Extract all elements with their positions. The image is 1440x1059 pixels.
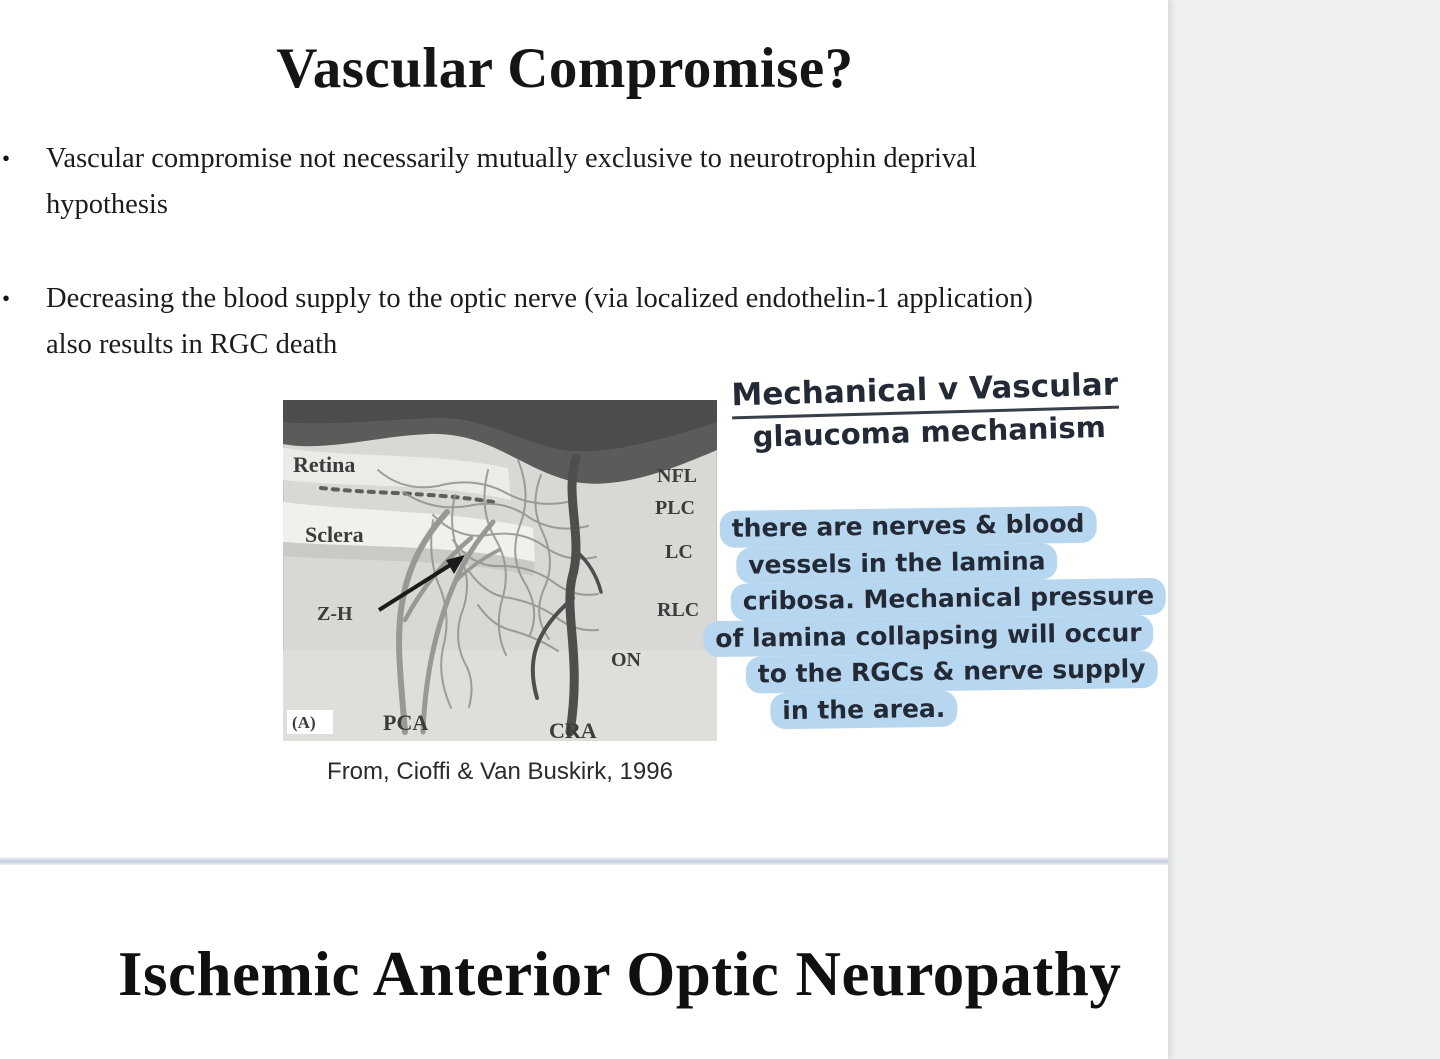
optic-nerve-diagram — [283, 400, 717, 741]
handwritten-note-line: in the area. — [770, 687, 1168, 729]
bullet-marker: • — [2, 146, 11, 171]
figure-label-rlc: RLC — [657, 599, 700, 621]
handwritten-heading-line2: glaucoma mechanism — [752, 409, 1107, 454]
figure-label-on: ON — [611, 649, 641, 671]
figure-label-sclera: Sclera — [305, 522, 364, 547]
handwritten-heading-line1: Mechanical v Vascular — [731, 367, 1119, 419]
handwritten-note-line: there are nerves & blood — [719, 505, 1165, 548]
bullet-text: Vascular compromise not necessarily mutually exclusive to neurotrophin deprival hypothesis — [46, 143, 977, 220]
figure-label-pca: PCA — [383, 710, 429, 735]
figure-label-panel-a: (A) — [292, 713, 316, 732]
bullet-text: Decreasing the blood supply to the optic nerve (via localized endothelin-1 application) also results in RGC death — [46, 283, 1033, 360]
figure-label-retina: Retina — [293, 452, 356, 477]
figure-label-plc: PLC — [655, 497, 695, 519]
bullet-item — [0, 136, 1040, 227]
handwritten-note — [701, 505, 1167, 730]
handwritten-note-line: to the RGCs & nerve supply — [746, 651, 1168, 693]
figure-label-nfl: NFL — [657, 465, 697, 487]
handwritten-note-line: vessels in the lamina — [736, 541, 1166, 583]
slide-divider — [0, 857, 1168, 865]
slide1-title: Vascular Compromise? — [276, 37, 854, 100]
bullet-marker: • — [2, 286, 11, 311]
handwritten-note-line: of lamina collapsing will occur — [703, 614, 1167, 657]
figure-label-zh: Z-H — [317, 603, 353, 625]
bullet-item — [0, 276, 1040, 367]
figure-label-lc: LC — [665, 541, 693, 563]
optic-nerve-figure — [283, 400, 717, 741]
handwritten-note-line: cribosa. Mechanical pressure — [731, 578, 1167, 621]
slide2-title: Ischemic Anterior Optic Neuropathy — [118, 939, 1122, 1009]
handwritten-heading — [731, 367, 1120, 455]
figure-caption: From, Cioffi & Van Buskirk, 1996 — [327, 758, 673, 785]
figure-label-cra: CRA — [549, 718, 597, 741]
